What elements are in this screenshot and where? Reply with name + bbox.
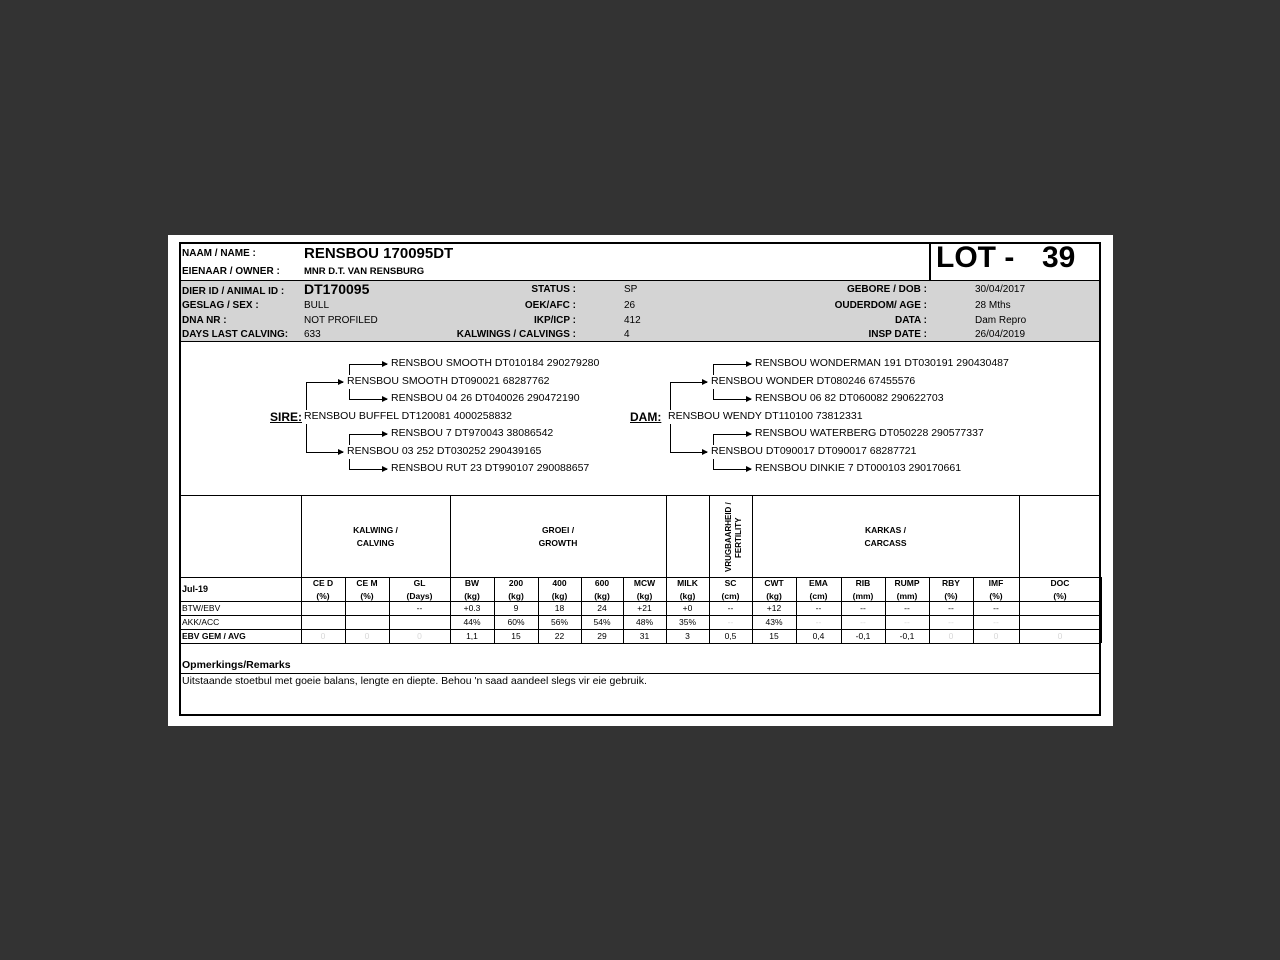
column-header-ce-m: CE M (%): [356, 578, 378, 601]
table-cell: 48%: [635, 617, 653, 627]
table-cell: 18: [554, 603, 565, 613]
status-label: STATUS :: [531, 284, 576, 295]
table-cell: 0: [993, 631, 999, 641]
table-cell: 0: [948, 631, 954, 641]
table-cell: 0: [364, 631, 370, 641]
column-header-ema: EMA (cm): [809, 578, 828, 601]
table-cell: 44%: [463, 617, 481, 627]
table-cell: 0: [1057, 631, 1063, 641]
animal-id-value: DT170095: [304, 281, 370, 297]
table-cell: --: [904, 603, 910, 613]
table-cell: 54%: [593, 617, 611, 627]
dam-dam: RENSBOU DT090017 DT090017 68287721: [711, 445, 917, 457]
dam-dam-dam: RENSBOU DINKIE 7 DT000103 290170661: [755, 462, 962, 474]
afc-value: 26: [624, 300, 636, 311]
sex-label: GESLAG / SEX :: [182, 300, 259, 311]
column-header-gl: GL (Days): [406, 578, 433, 601]
period: Jul-19: [182, 584, 209, 594]
table-cell: --: [416, 603, 423, 613]
lot-number: 39: [1042, 241, 1076, 274]
column-header-imf: IMF (%): [988, 578, 1004, 601]
table-cell: +0: [682, 603, 693, 613]
table-cell: -0,1: [855, 631, 871, 641]
column-header-ce-d: CE D (%): [312, 578, 334, 601]
data-label: DATA :: [894, 315, 927, 326]
table-cell: +0.3: [463, 603, 481, 613]
lot-divider: [929, 242, 931, 281]
group-carcass: KARKAS / CARCASS: [864, 525, 907, 548]
sire-dam: RENSBOU 03 252 DT030252 290439165: [347, 445, 542, 457]
divider: [179, 495, 1101, 496]
table-cell: --: [904, 617, 910, 627]
card-border: [179, 242, 1101, 716]
owner-value: MNR D.T. VAN RENSBURG: [304, 266, 425, 277]
table-cell: 31: [639, 631, 650, 641]
animal-name: RENSBOU 170095DT: [304, 245, 454, 262]
table-cell: --: [948, 617, 954, 627]
column-header-milk: MILK (kg): [677, 578, 698, 601]
table-cell: --: [727, 603, 734, 613]
column-header-doc: DOC (%): [1050, 578, 1070, 601]
age-label: OUDERDOM/ AGE :: [834, 300, 927, 311]
group-fertility: VRUGBAARHEID / FERTILITY: [724, 502, 743, 572]
data-value: Dam Repro: [975, 315, 1027, 326]
table-cell: 29: [597, 631, 607, 641]
icp-value: 412: [624, 315, 641, 326]
dam-sire-sire: RENSBOU WONDERMAN 191 DT030191 290430487: [755, 357, 1009, 369]
dlc-label: DAYS LAST CALVING:: [182, 329, 289, 340]
table-cell: 0: [417, 631, 422, 641]
column-header-bw: BW (kg): [464, 578, 480, 601]
column-header-rib: RIB (mm): [852, 578, 874, 601]
table-cell: --: [727, 617, 734, 627]
calvings-value: 4: [624, 329, 630, 340]
remarks-text: Uitstaande stoetbul met goeie balans, lengte en diepte. Behou 'n saad aandeel slegs vir eie gebruik.: [182, 675, 647, 687]
table-cell: 3: [685, 631, 690, 641]
dob-label: GEBORE / DOB :: [846, 284, 927, 295]
table-cell: --: [993, 617, 999, 627]
table-cell: --: [815, 617, 822, 627]
sire-sire: RENSBOU SMOOTH DT090021 68287762: [347, 375, 550, 387]
animal-id-label: DIER ID / ANIMAL ID :: [182, 286, 285, 297]
status-value: SP: [624, 284, 638, 295]
table-cell: -0,1: [899, 631, 915, 641]
afc-label: OEK/AFC :: [524, 300, 576, 311]
dam-sire-dam: RENSBOU 06 82 DT060082 290622703: [755, 392, 944, 404]
column-header-200: 200 (kg): [508, 578, 524, 601]
divider: [179, 341, 1101, 342]
sire-dam-dam: RENSBOU RUT 23 DT990107 290088657: [391, 462, 590, 474]
group-growth: GROEI / GROWTH: [538, 525, 578, 548]
dam-label: DAM:: [630, 410, 662, 424]
table-cell: 24: [597, 603, 607, 613]
column-header-cwt: CWT (kg): [764, 578, 784, 601]
dlc-value: 633: [304, 329, 321, 340]
group-calving: KALWING / CALVING: [353, 525, 398, 548]
table-cell: 0,5: [724, 631, 737, 641]
dna-value: NOT PROFILED: [304, 315, 378, 326]
sire-label: SIRE:: [270, 410, 303, 424]
age-value: 28 Mths: [975, 300, 1011, 311]
table-cell: 0: [320, 631, 326, 641]
column-header-400: 400 (kg): [551, 578, 568, 601]
table-cell: 15: [511, 631, 521, 641]
table-cell: +12: [766, 603, 782, 613]
remarks-title: Opmerkings/Remarks: [182, 659, 291, 671]
sex-value: BULL: [304, 300, 330, 311]
lot-prefix: LOT -: [936, 241, 1015, 274]
table-cell: 43%: [765, 617, 783, 627]
sire-dam-sire: RENSBOU 7 DT970043 38086542: [391, 427, 554, 439]
table-cell: --: [860, 617, 866, 627]
row-label: EBV GEM / AVG: [182, 631, 246, 641]
dam: RENSBOU WENDY DT110100 73812331: [668, 410, 863, 422]
table-cell: 1,1: [466, 631, 478, 641]
column-header-rby: RBY (%): [942, 578, 960, 601]
column-header-600: 600 (kg): [594, 578, 610, 601]
column-header-sc: SC (cm): [721, 578, 740, 601]
sire: RENSBOU BUFFEL DT120081 4000258832: [304, 410, 512, 422]
dam-sire: RENSBOU WONDER DT080246 67455576: [711, 375, 916, 387]
table-cell: --: [815, 603, 822, 613]
sire-sire-dam: RENSBOU 04 26 DT040026 290472190: [391, 392, 580, 404]
insp-label: INSP DATE :: [868, 329, 927, 340]
table-cell: +21: [637, 603, 652, 613]
table-cell: 9: [513, 603, 519, 613]
dam-dam-sire: RENSBOU WATERBERG DT050228 290577337: [755, 427, 984, 439]
table-cell: --: [860, 603, 866, 613]
table-cell: --: [993, 603, 999, 613]
dna-label: DNA NR :: [182, 315, 227, 326]
table-cell: 0,4: [812, 631, 825, 641]
row-label: BTW/EBV: [182, 603, 221, 613]
column-header-mcw: MCW (kg): [633, 578, 656, 601]
table-cell: 22: [554, 631, 565, 641]
table-cell: --: [948, 603, 954, 613]
icp-label: IKP/ICP :: [533, 315, 576, 326]
sire-sire-sire: RENSBOU SMOOTH DT010184 290279280: [391, 357, 600, 369]
table-cell: 60%: [507, 617, 525, 627]
owner-label: EIENAAR / OWNER :: [182, 266, 280, 277]
dob-value: 30/04/2017: [975, 284, 1026, 295]
table-cell: 35%: [678, 617, 696, 627]
row-label: AKK/ACC: [182, 617, 220, 627]
insp-value: 26/04/2019: [975, 329, 1026, 340]
table-cell: 15: [769, 631, 779, 641]
calvings-label: KALWINGS / CALVINGS :: [456, 329, 576, 340]
name-label: NAAM / NAME :: [182, 248, 256, 259]
column-header-rump: RUMP (mm): [894, 578, 920, 601]
table-cell: 56%: [550, 617, 568, 627]
